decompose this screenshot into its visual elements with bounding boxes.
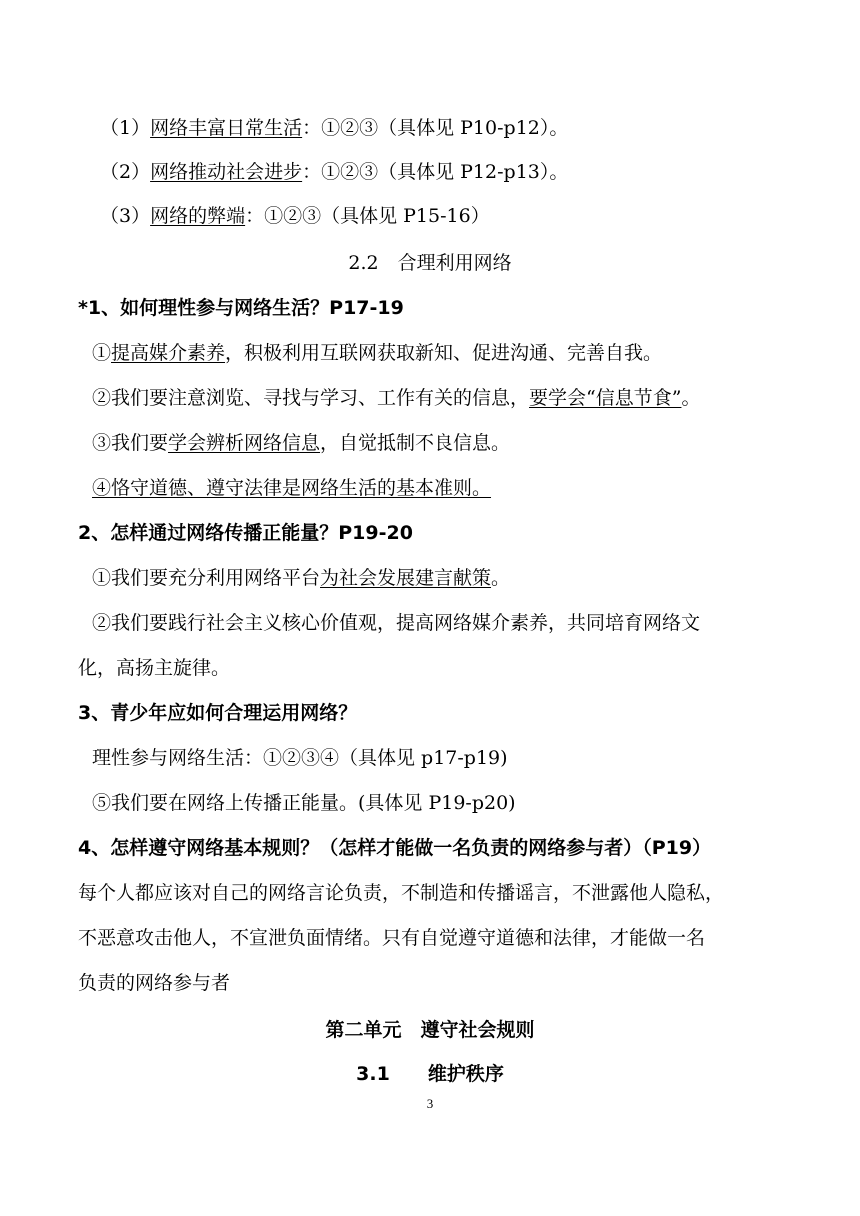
answer-1-4: ④恪守道德、遵守法律是网络生活的基本准则。 — [92, 477, 492, 499]
list-item-2 — [100, 160, 568, 184]
list-item-1 — [100, 116, 568, 140]
answer-2-2-line2: 化，高扬主旋律。 — [78, 657, 231, 679]
answer-3-1: 理性参与网络生活：①②③④（具体见 p17-p19) — [92, 747, 508, 769]
item-title: 网络丰富日常生活 — [150, 117, 303, 139]
answer-post: ，自觉抵制不良信息。 — [320, 432, 511, 454]
item-prefix: （2） — [100, 161, 151, 183]
section-heading: 2.2 合理利用网络 — [348, 252, 512, 274]
page-number: 3 — [426, 1096, 434, 1111]
question-1-title: *1、如何理性参与网络生活？P17-19 — [78, 297, 404, 319]
answer-rest: ，积极利用互联网获取新知、促进沟通、完善自我。 — [225, 342, 663, 364]
answer-underline: 学会辨析网络信息 — [168, 432, 321, 454]
answer-2-1 — [92, 566, 510, 590]
answer-num: ① — [92, 342, 112, 364]
item-prefix: （3） — [100, 205, 151, 227]
item-rest: ：①②③（具体见 P10-p12）。 — [302, 117, 569, 139]
answer-pre: ①我们要充分利用网络平台 — [92, 567, 321, 589]
item-prefix: （1） — [100, 117, 151, 139]
list-item-3 — [100, 204, 490, 228]
answer-3-2: ⑤我们要在网络上传播正能量。(具体见 P19-p20) — [92, 792, 516, 814]
answer-1-2 — [92, 386, 700, 410]
subsection-heading: 3.1 维护秩序 — [356, 1063, 504, 1085]
item-title: 网络的弊端 — [150, 205, 246, 227]
answer-4-line1: 每个人都应该对自己的网络言论负责，不制造和传播谣言，不泄露他人隐私， — [78, 882, 725, 904]
answer-post: 。 — [681, 387, 701, 409]
answer-2-2-line1: ②我们要践行社会主义核心价值观，提高网络媒介素养，共同培育网络文 — [92, 612, 701, 634]
answer-4-line3: 负责的网络参与者 — [78, 972, 231, 994]
question-2-title: 2、怎样通过网络传播正能量？P19-20 — [78, 522, 413, 544]
item-title: 网络推动社会进步 — [150, 161, 303, 183]
question-4-title: 4、怎样遵守网络基本规则？（怎样才能做一名负责的网络参与者）（P19） — [78, 837, 712, 859]
question-3-title: 3、青少年应如何合理运用网络？ — [78, 702, 358, 724]
answer-underline: 提高媒介素养 — [111, 342, 226, 364]
answer-underline: 要学会“信息节食” — [529, 387, 682, 409]
answer-pre: ②我们要注意浏览、寻找与学习、工作有关的信息， — [92, 387, 530, 409]
unit-heading: 第二单元 遵守社会规则 — [325, 1019, 535, 1041]
item-rest: ：①②③（具体见 P12-p13）。 — [302, 161, 569, 183]
answer-post: 。 — [491, 567, 511, 589]
answer-4-line2: 不恶意攻击他人，不宣泄负面情绪。只有自觉遵守道德和法律，才能做一名 — [78, 927, 706, 949]
answer-underline: 为社会发展建言献策 — [320, 567, 492, 589]
item-rest: ：①②③（具体见 P15-16） — [245, 205, 490, 227]
answer-1-1 — [92, 341, 662, 365]
answer-pre: ③我们要 — [92, 432, 169, 454]
answer-1-3 — [92, 431, 510, 455]
